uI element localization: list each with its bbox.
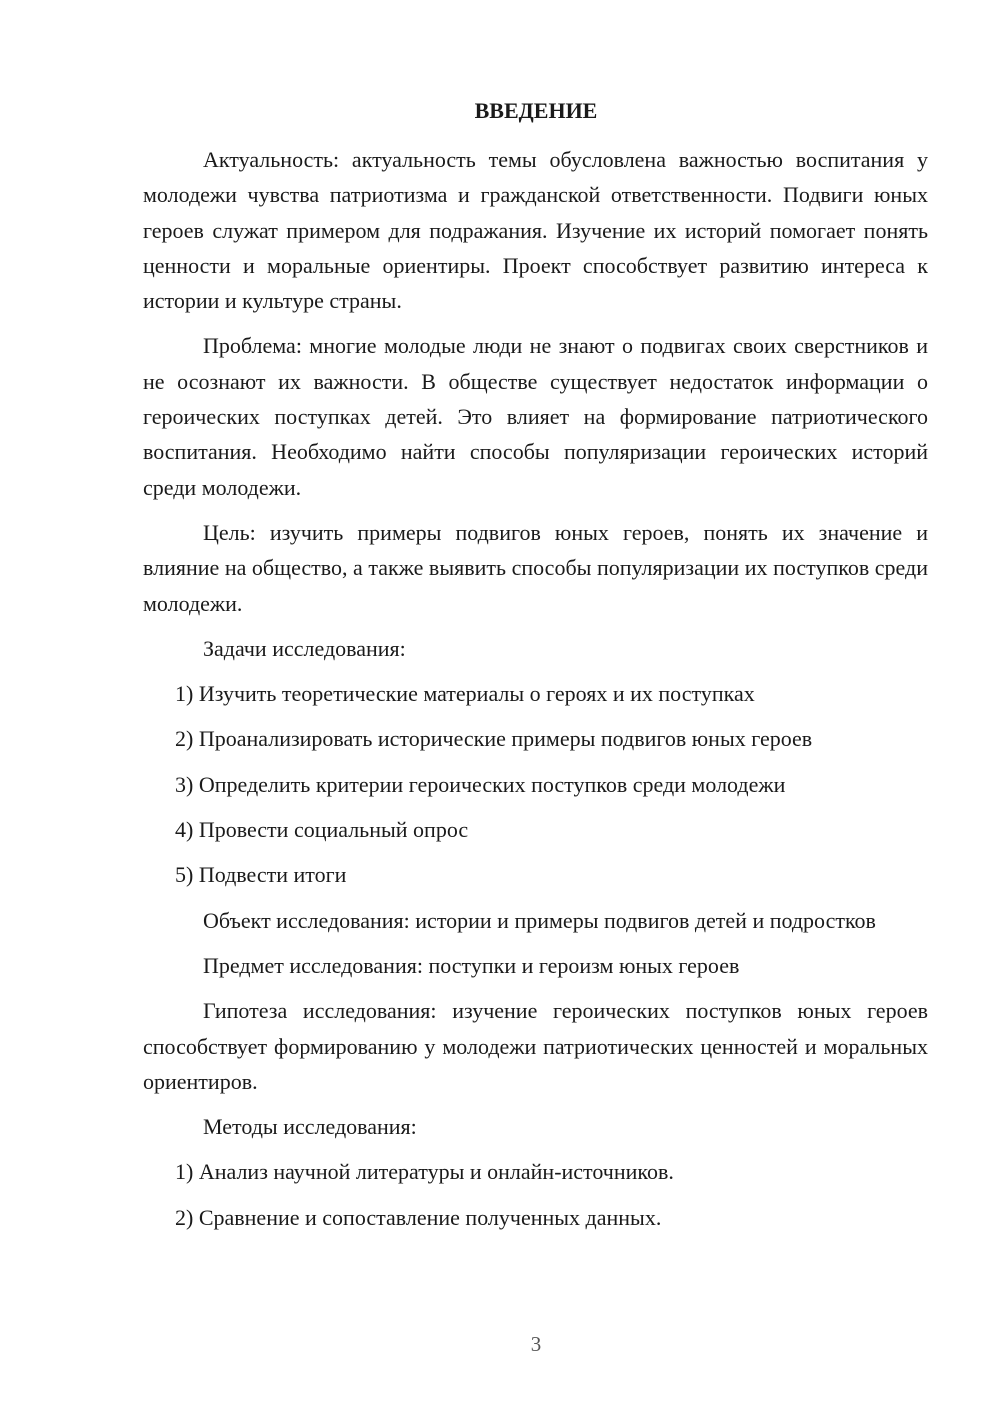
paragraph-subject: Предмет исследования: поступки и героизм юных героев: [203, 952, 740, 978]
task-item-4: 4) Провести социальный опрос: [175, 817, 469, 843]
method-item-1: 1) Анализ научной литературы и онлайн-источников.: [175, 1159, 674, 1185]
task-item-2: 2) Проанализировать исторические примеры подвигов юных героев: [175, 726, 813, 752]
paragraph-object: Объект исследования: истории и примеры подвигов детей и подростков: [203, 907, 876, 933]
page-number: 3: [530, 1332, 542, 1356]
paragraph-problem: Проблема: многие молодые люди не знают о подвигах своих сверстников и не осознают их важности. В обществе существует недостаток информации о героических поступках детей. Это влияет на формирование патриотического воспитания. Необходимо найти способы популяризации героических историй среди молодежи.: [143, 333, 928, 500]
paragraph-hypothesis: Гипотеза исследования: изучение героических поступков юных героев способствует формированию у молодежи патриотических ценностей и моральных ориентиров.: [143, 998, 928, 1094]
method-item-2: 2) Сравнение и сопоставление полученных данных.: [175, 1204, 662, 1230]
tasks-heading: Задачи исследования:: [203, 635, 406, 661]
task-item-1: 1) Изучить теоретические материалы о героях и их поступках: [175, 681, 755, 707]
paragraph-goal: Цель: изучить примеры подвигов юных героев, понять их значение и влияние на общество, а также выявить способы популяризации их поступков среди молодежи.: [143, 519, 928, 616]
document-body: [143, 142, 928, 1245]
task-item-3: 3) Определить критерии героических поступков среди молодежи: [175, 771, 786, 797]
paragraph-relevance: Актуальность: актуальность темы обусловлена важностью воспитания у молодежи чувства патриотизма и гражданской ответственности. Подвиги юных героев служат примером для подражания. Изучение их историй помогает понять ценности и моральные ориентиры. Проект способствует развитию интереса к истории и культуре страны.: [143, 147, 928, 314]
page-title: ВВЕДЕНИЕ: [474, 98, 598, 123]
methods-heading: Методы исследования:: [203, 1114, 417, 1140]
task-item-5: 5) Подвести итоги: [175, 862, 347, 888]
